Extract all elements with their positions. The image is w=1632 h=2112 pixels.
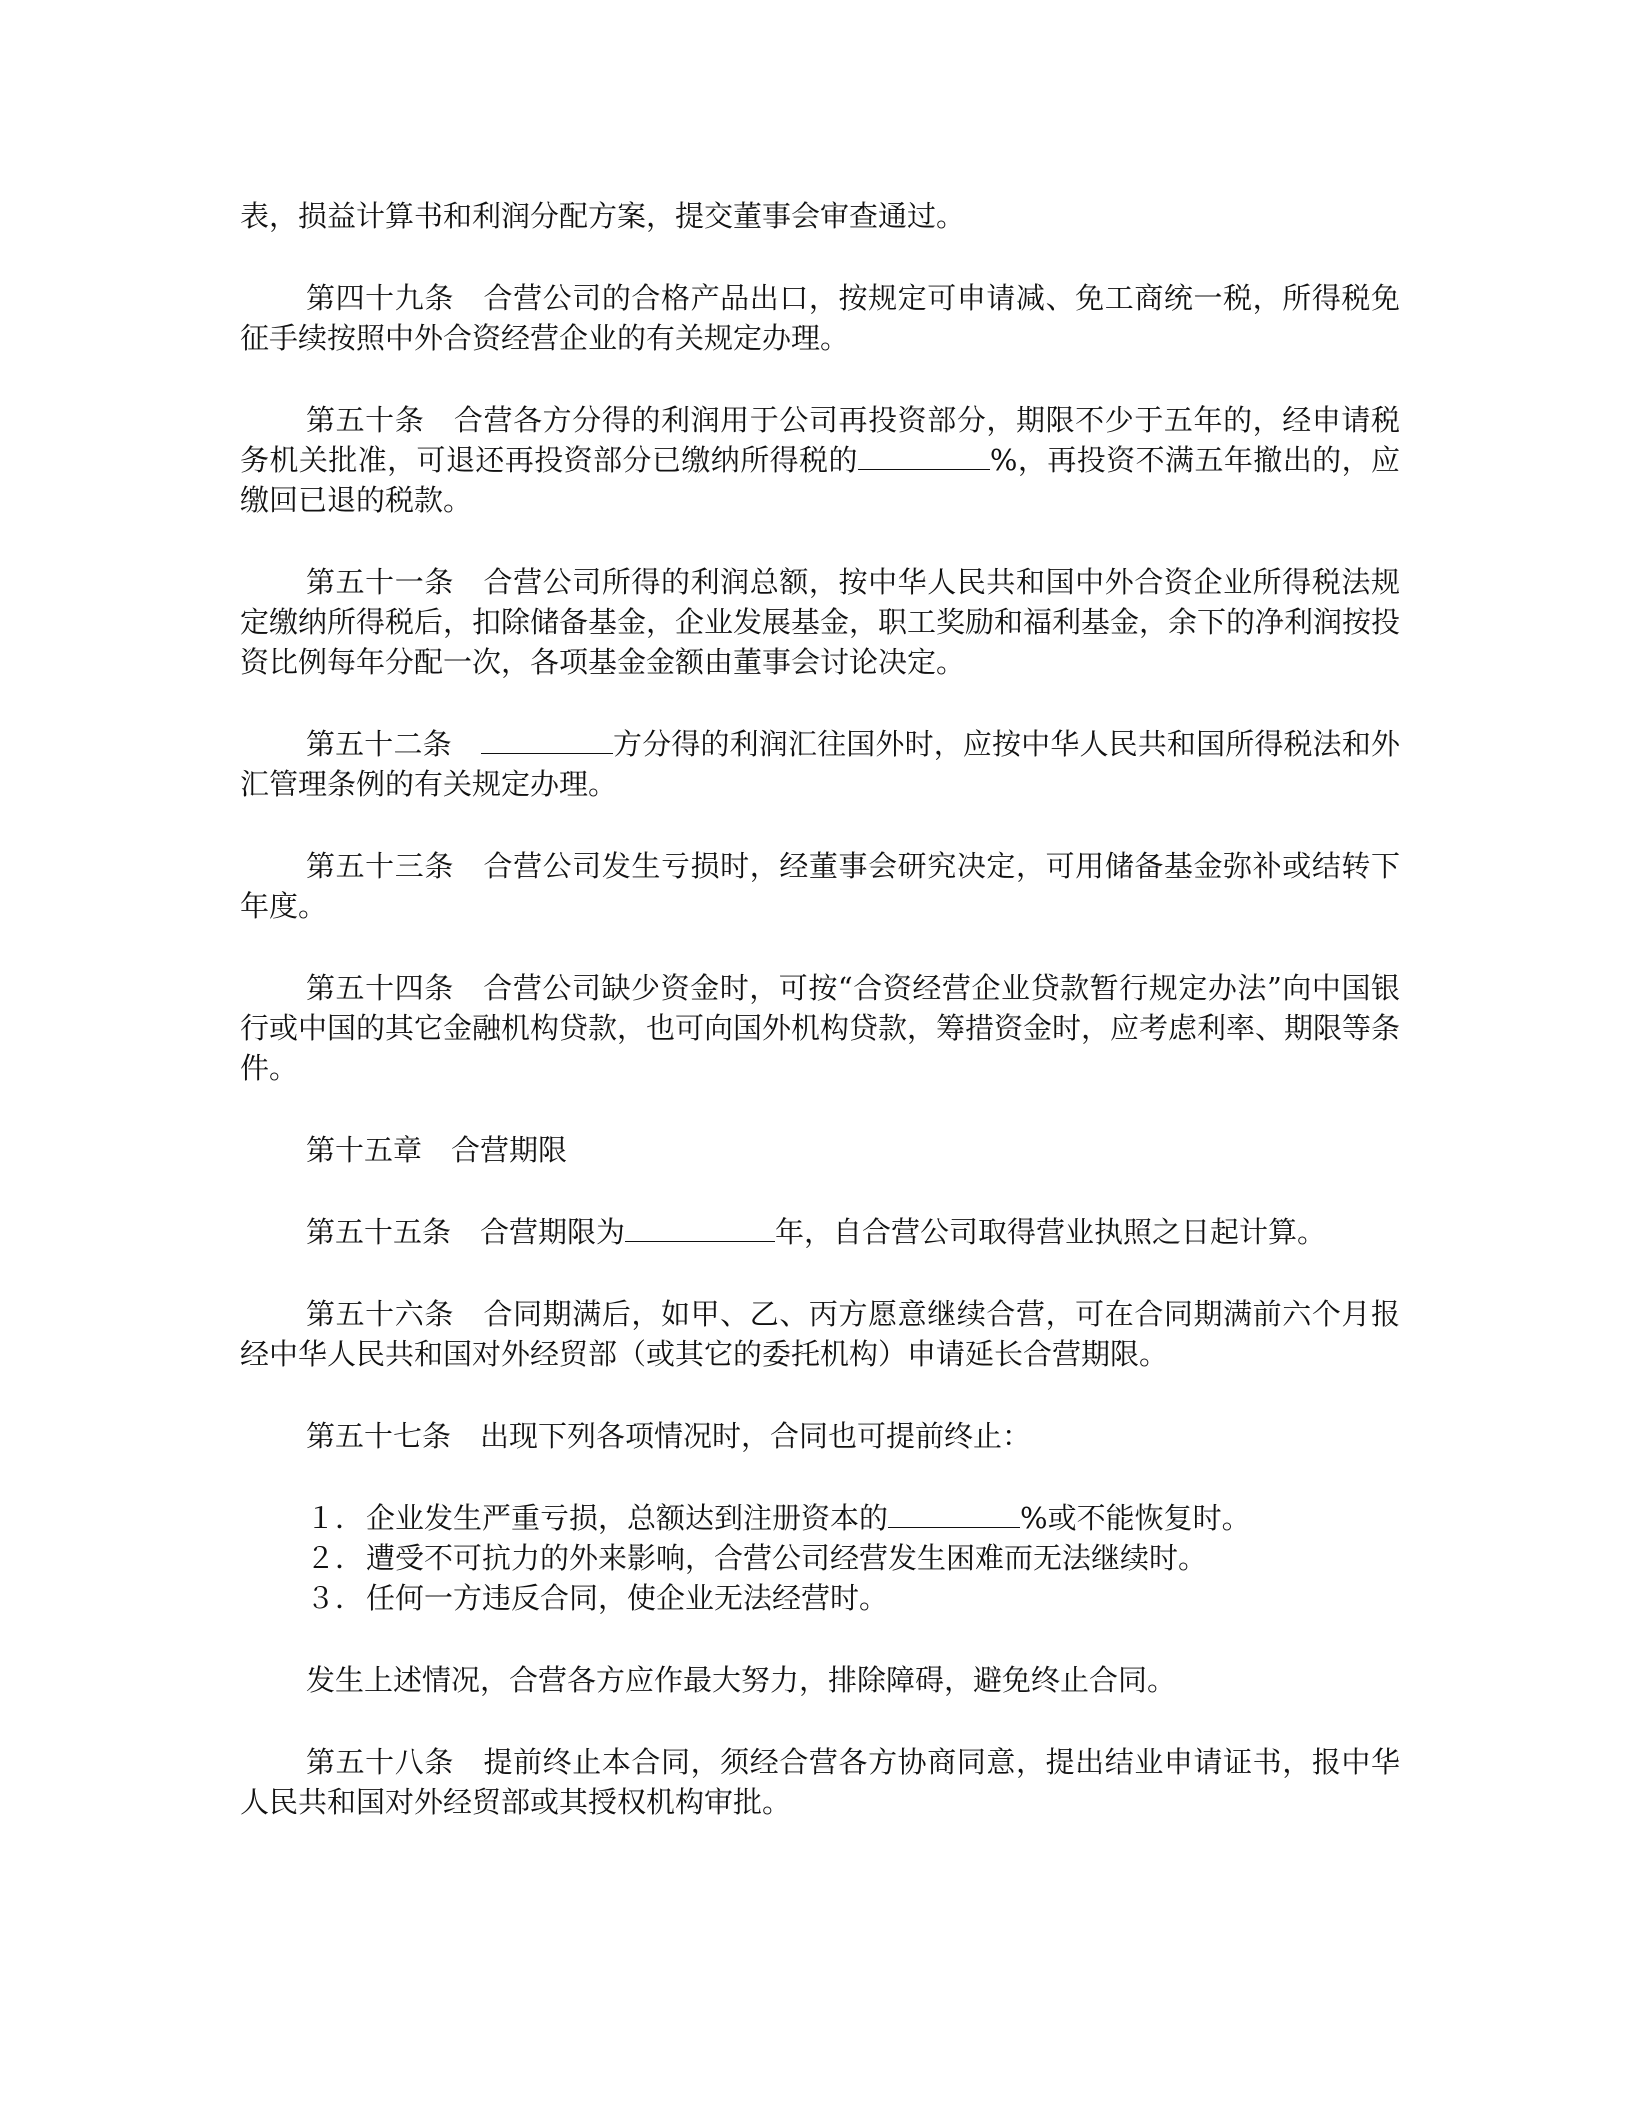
article-52-label: 第五十二条 bbox=[306, 727, 481, 761]
list-item bbox=[240, 1578, 1400, 1618]
list-item-number: ３． bbox=[306, 1581, 365, 1615]
list-item-text-end: %或不能恢复时。 bbox=[1020, 1501, 1251, 1535]
article-56: 第五十六条 合同期满后，如甲、乙、丙方愿意继续合营，可在合同期满前六个月报经中华人民共和国对外经贸部（或其它的委托机构）申请延长合营期限。 bbox=[240, 1297, 1400, 1371]
list-item-text: 遭受不可抗力的外来影响，合营公司经营发生困难而无法继续时。 bbox=[366, 1541, 1208, 1575]
article-55 bbox=[240, 1212, 1400, 1252]
list-item-number: ２． bbox=[306, 1541, 365, 1575]
paragraph-continuation: 表，损益计算书和利润分配方案，提交董事会审查通过。 bbox=[240, 199, 966, 233]
blank-refund-percent[interactable] bbox=[858, 441, 990, 470]
blank-loss-percent[interactable] bbox=[888, 1499, 1020, 1528]
blank-party-name[interactable] bbox=[481, 725, 613, 754]
list-item-text-start: 企业发生严重亏损，总额达到注册资本的 bbox=[366, 1501, 889, 1535]
paragraph-after-list: 发生上述情况，合营各方应作最大努力，排除障碍，避免终止合同。 bbox=[306, 1663, 1177, 1697]
article-55-text-start: 第五十五条 合营期限为 bbox=[306, 1215, 626, 1249]
article-57: 第五十七条 出现下列各项情况时，合同也可提前终止： bbox=[306, 1419, 1032, 1453]
document-body bbox=[240, 196, 1400, 1822]
article-49: 第四十九条 合营公司的合格产品出口，按规定可申请减、免工商统一税，所得税免征手续按照中外合资经营企业的有关规定办理。 bbox=[240, 281, 1400, 355]
article-50-text-start: 第五十条 合营各方分得的利润用于公司再投资部分，期限不少于五年的，经申请税务机关批准，可退还再投资部分已缴纳所得税的 bbox=[240, 403, 1400, 477]
article-53: 第五十三条 合营公司发生亏损时，经董事会研究决定，可用储备基金弥补或结转下年度。 bbox=[240, 849, 1400, 923]
list-item bbox=[240, 1498, 1400, 1538]
article-50 bbox=[240, 400, 1400, 520]
article-51: 第五十一条 合营公司所得的利润总额，按中华人民共和国中外合资企业所得税法规定缴纳所得税后，扣除储备基金，企业发展基金，职工奖励和福利基金，余下的净利润按投资比例每年分配一次，各项基金金额由董事会讨论决定。 bbox=[240, 565, 1401, 679]
list-item-text: 任何一方违反合同，使企业无法经营时。 bbox=[366, 1581, 889, 1615]
article-55-text-end: 年，自合营公司取得营业执照之日起计算。 bbox=[775, 1215, 1327, 1249]
article-54: 第五十四条 合营公司缺少资金时，可按“合资经营企业贷款暂行规定办法”向中国银行或中国的其它金融机构贷款，也可向国外机构贷款，筹措资金时，应考虑利率、期限等条件。 bbox=[240, 971, 1401, 1085]
list-item-number: １． bbox=[306, 1501, 365, 1535]
list-item bbox=[240, 1538, 1400, 1578]
article-52 bbox=[240, 724, 1400, 804]
termination-list bbox=[240, 1498, 1400, 1618]
article-52-text: 方分得的利润汇往国外时，应按中华人民共和国所得税法和外汇管理条例的有关规定办理。 bbox=[240, 727, 1400, 801]
blank-term-years[interactable] bbox=[625, 1213, 775, 1242]
article-58: 第五十八条 提前终止本合同，须经合营各方协商同意，提出结业申请证书，报中华人民共和国对外经贸部或其授权机构审批。 bbox=[240, 1745, 1400, 1819]
article-50-text-end: %，再投资不满五年撤出的，应缴回已退的税款。 bbox=[240, 443, 1400, 517]
chapter-15-heading: 第十五章 合营期限 bbox=[306, 1133, 568, 1167]
